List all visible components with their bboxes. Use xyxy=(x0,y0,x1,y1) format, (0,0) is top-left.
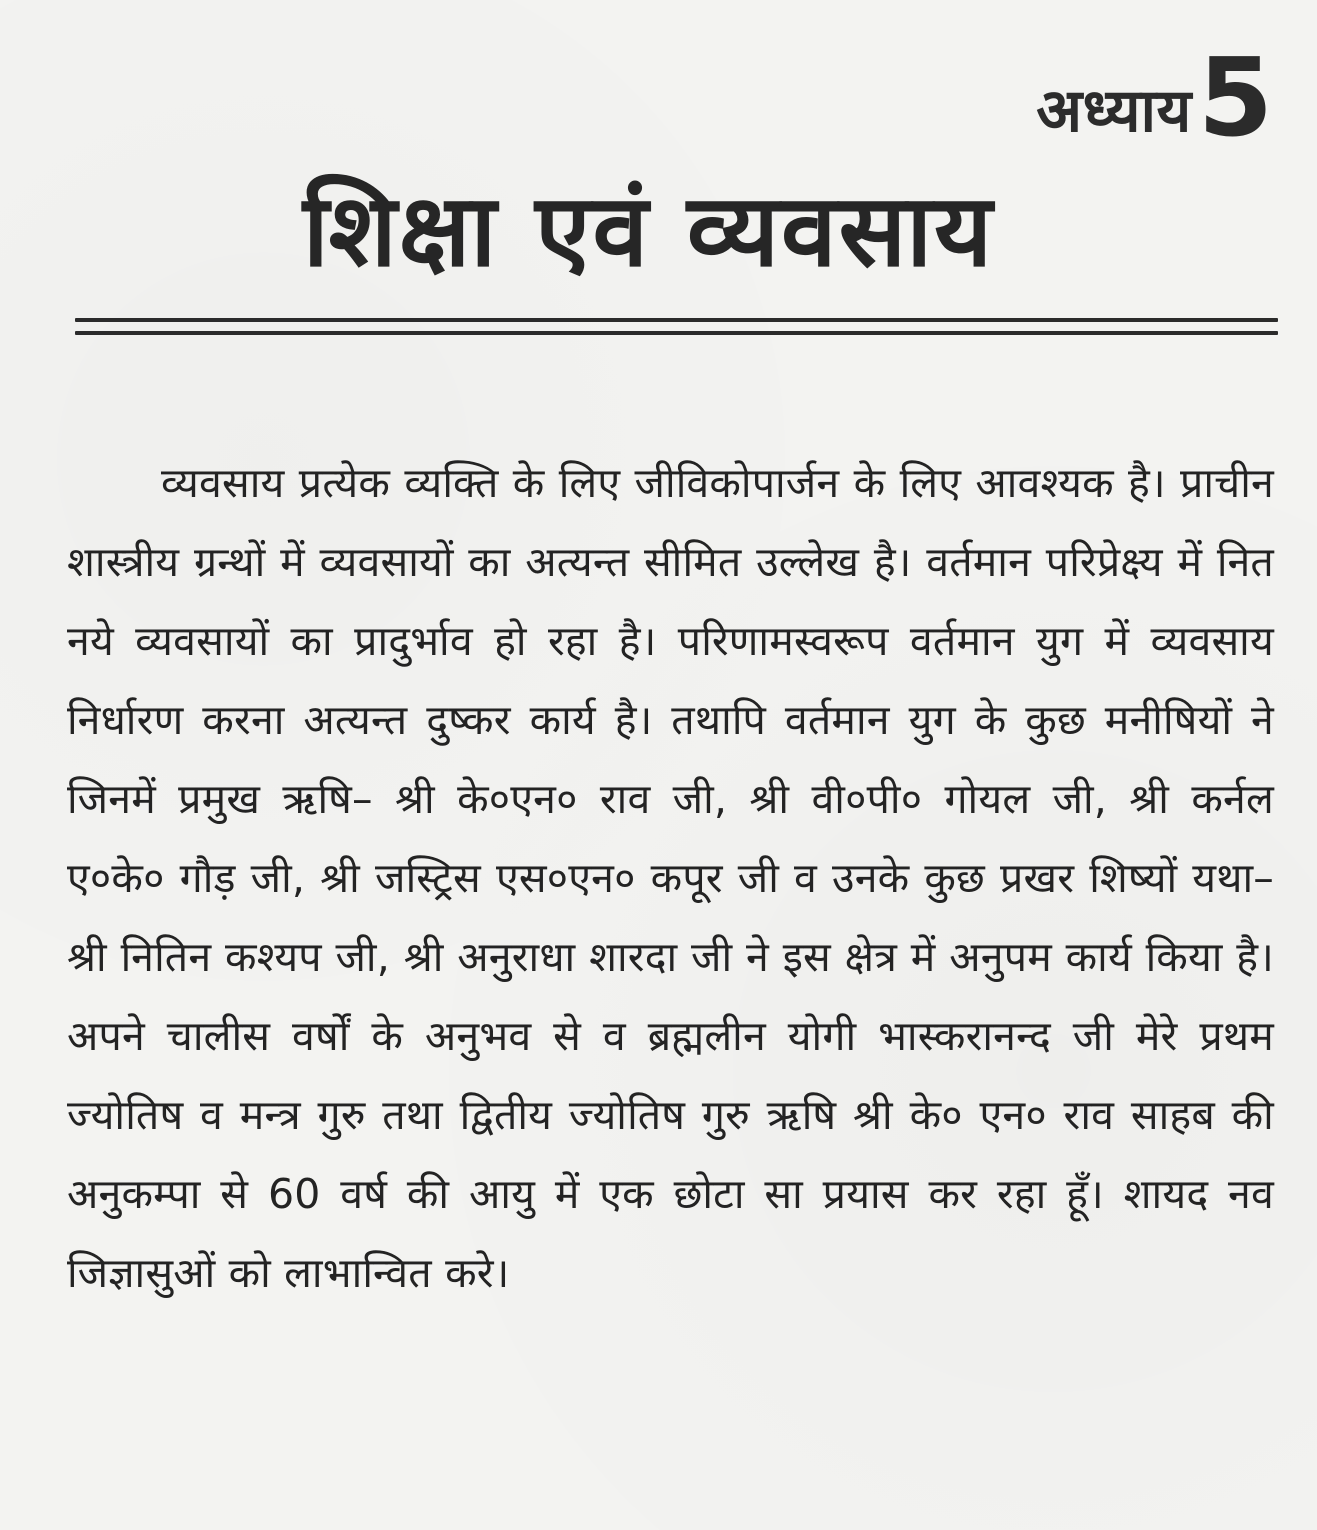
chapter-label: अध्याय xyxy=(1036,76,1192,147)
page-title: शिक्षा एवं व्यवसाय xyxy=(302,172,995,289)
chapter-heading xyxy=(1036,36,1273,161)
body-paragraph: व्यवसाय प्रत्येक व्यक्ति के लिए जीविकोपार्जन के लिए आवश्यक है। प्राचीन शास्त्रीय ग्रन्थों में व्यवसायों का अत्यन्त सीमित उल्लेख है। वर्तमान परिप्रेक्ष्य में नित नये व्यवसायों का प्रादुर्भाव हो रहा है। परिणामस्वरूप वर्तमान युग में व्यवसाय निर्धारण करना अत्यन्त दुष्कर कार्य है। तथापि वर्तमान युग के कुछ मनीषियों ने जिनमें प्रमुख ऋषि– श्री के०एन० राव जी, श्री वी०पी० गोयल जी, श्री कर्नल ए०के० गौड़ जी, श्री जस्ट्रिस एस०एन० कपूर जी व उनके कुछ प्रखर शिष्यों यथा– श्री नितिन कश्यप जी, श्री अनुराधा शारदा जी ने इस क्षेत्र में अनुपम कार्य किया है। अपने चालीस वर्षों के अनुभव से व ब्रह्मलीन योगी भास्करानन्द जी मेरे प्रथम ज्योतिष व मन्त्र गुरु तथा द्वितीय ज्योतिष गुरु ऋषि श्री के० एन० राव साहब की अनुकम्पा से 60 वर्ष की आयु में एक छोटा सा प्रयास कर रहा हूँ। शायद नव जिज्ञासुओं को लाभान्वित करे। xyxy=(67,459,1274,1297)
title-divider-bottom xyxy=(75,331,1278,335)
title-divider-top xyxy=(75,318,1278,322)
chapter-number: 5 xyxy=(1197,36,1273,161)
